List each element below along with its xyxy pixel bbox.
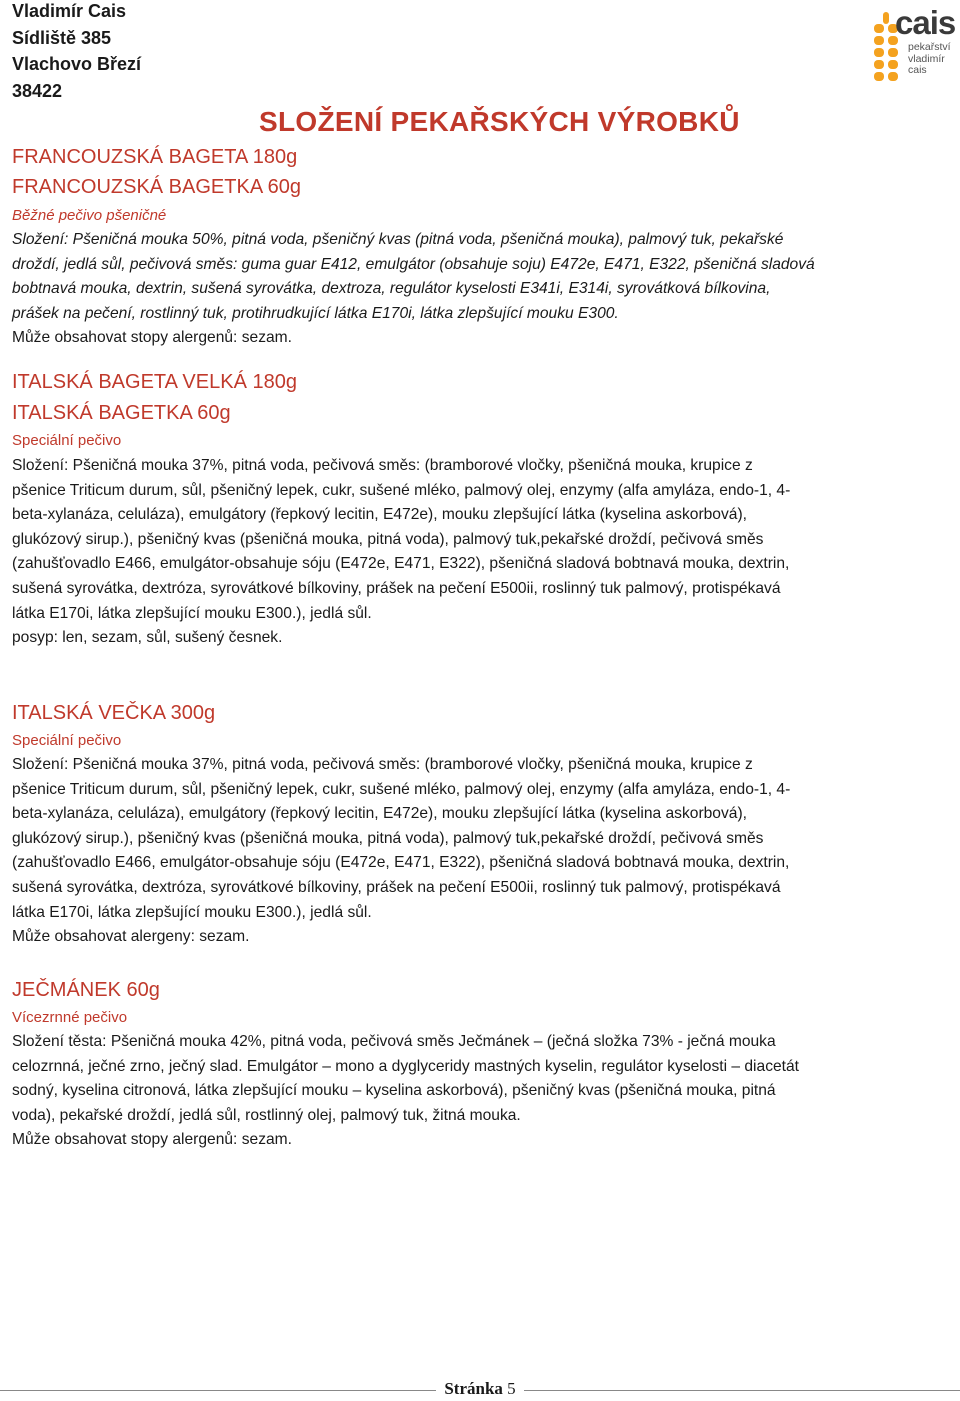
logo-subtitle [908, 42, 951, 77]
allergen-note: Může obsahovat stopy alergenů: sezam. [12, 329, 292, 347]
ingredients-line: látka E170i, látka zlepšující mouku E300.), jedlá sůl. [12, 903, 372, 921]
logo-brand: cais [895, 4, 956, 41]
ingredients-line: beta-xylanáza, celuláza), emulgátory (řepkový lecitin, E472e), mouku zlepšující látka (kyselina askorbová), [12, 805, 747, 823]
product-title: ITALSKÁ VEČKA 300g [12, 702, 216, 724]
ingredients-line: bobtnavá mouka, dextrin, sušená syrovátka, dextroza, regulátor kyselosti E341i, E314i, syrovátková bílkovina, [12, 280, 771, 298]
ingredients-line: Složení: Pšeničná mouka 50%, pitná voda, pšeničný kvas (pitná voda, pšeničná mouka), palmový tuk, pekařské [12, 231, 784, 248]
ingredients-line: glukózový sirup.), pšeničný kvas (pšeničná mouka, pitná voda), palmový tuk,pekařské droždí, pečivová směs [12, 829, 764, 847]
ingredients-line: celozrnná, ječné zrno, ječný slad. Emulgátor – mono a dyglyceridy mastných kyselin, regulátor kyselosti – diacetát [12, 1057, 799, 1075]
address-block [12, 0, 141, 104]
address-name: Vladimír Cais [12, 1, 127, 21]
ingredients-line: (zahušťovadlo E466, emulgátor-obsahuje sóju (E472e, E471, E322), pšeničná sladová bobtnavá mouka, dextrin, [12, 854, 790, 872]
product-ingredients [12, 228, 946, 351]
ingredients-line: prášek na pečení, rostlinný tuk, protihrudkující látka E170i, látka zlepšující mouku E300. [12, 304, 619, 322]
product-category: Vícezrnné pečivo [12, 1009, 128, 1026]
ingredients-line: Složení: Pšeničná mouka 37%, pitná voda, pečivová směs: (bramborové vločky, pšeničná mouka, krupice z [12, 457, 753, 474]
document-title: SLOŽENÍ PEKAŘSKÝCH VÝROBKŮ [259, 106, 740, 137]
ingredients-line: sodný, kyselina citronová, látka zlepšující mouku – kyselina askorbová), pšeničný kvas (pšeničná mouka, pitná [12, 1082, 776, 1100]
ingredients-line: pšenice Triticum durum, sůl, pšeničný lepek, cukr, sušené mléko, palmový olej, enzymy (alfa amyláza, endo-1, 4- [12, 780, 791, 798]
ingredients-line: glukózový sirup.), pšeničný kvas (pšeničná mouka, pitná voda), palmový tuk,pekařské droždí, pečivová směs [12, 530, 764, 548]
product-title: FRANCOUZSKÁ BAGETA 180g [12, 146, 298, 168]
ingredients-line: Složení těsta: Pšeničná mouka 42%, pitná voda, pečivová směs Ječmánek – (ječná složka 73% - ječná mouka [12, 1033, 776, 1050]
product-title: ITALSKÁ BAGETKA 60g [12, 402, 231, 424]
ingredients-line: sušená syrovátka, dextróza, syrovátkové bílkoviny, prášek na pečení E500ii, roslinný tuk palmový, protispékavá [12, 878, 781, 896]
logo-line-3: cais [908, 64, 927, 76]
product-category: Speciální pečivo [12, 432, 122, 449]
product-ingredients [12, 454, 946, 651]
page-label: Stránka [444, 1379, 503, 1398]
product-title: JEČMÁNEK 60g [12, 979, 160, 1001]
product-category: Běžné pečivo pšeničné [12, 207, 167, 224]
address-town: Vlachovo Březí [12, 54, 142, 74]
page-number-box [436, 1379, 523, 1398]
page-number: 5 [507, 1379, 516, 1398]
address-street: Sídliště 385 [12, 27, 112, 48]
product-ingredients [12, 1030, 946, 1153]
ingredients-line: Složení: Pšeničná mouka 37%, pitná voda, pečivová směs: (bramborové vločky, pšeničná mouka, krupice z [12, 756, 753, 773]
ingredients-line: droždí, jedlá sůl, pečivová směs: guma guar E412, emulgátor (obsahuje soju) E472e, E471, E322, pšeničná sladová [12, 255, 815, 273]
allergen-note: Může obsahovat alergeny: sezam. [12, 928, 250, 946]
ingredients-line: beta-xylanáza, celuláza), emulgátory (řepkový lecitin, E472e), mouku zlepšující látka (kyselina askorbová), [12, 506, 747, 524]
address-zip: 38422 [12, 80, 63, 101]
product-ingredients [12, 753, 946, 950]
topping-note: posyp: len, sezam, sůl, sušený česnek. [12, 629, 283, 647]
product-title: ITALSKÁ BAGETA VELKÁ 180g [12, 371, 297, 393]
ingredients-line: (zahušťovadlo E466, emulgátor-obsahuje sóju (E472e, E471, E322), pšeničná sladová bobtnavá mouka, dextrin, [12, 555, 790, 573]
ingredients-line: pšenice Triticum durum, sůl, pšeničný lepek, cukr, sušené mléko, palmový olej, enzymy (alfa amyláza, endo-1, 4- [12, 481, 791, 499]
product-category: Speciální pečivo [12, 732, 122, 749]
ingredients-line: sušená syrovátka, dextróza, syrovátkové bílkoviny, prášek na pečení E500ii, roslinný tuk palmový, protispékavá [12, 579, 781, 597]
allergen-note: Může obsahovat stopy alergenů: sezam. [12, 1131, 292, 1149]
product-title: FRANCOUZSKÁ BAGETKA 60g [12, 176, 301, 198]
logo-line-2: vladimír [908, 52, 945, 65]
ingredients-line: látka E170i, látka zlepšující mouku E300.), jedlá sůl. [12, 604, 372, 622]
ingredients-line: voda), pekařské droždí, jedlá sůl, rostlinný olej, palmový tuk, žitná mouka. [12, 1106, 521, 1124]
page-footer [0, 1379, 960, 1399]
logo-line-1: pekařství [908, 41, 951, 53]
cais-logo [872, 4, 958, 90]
